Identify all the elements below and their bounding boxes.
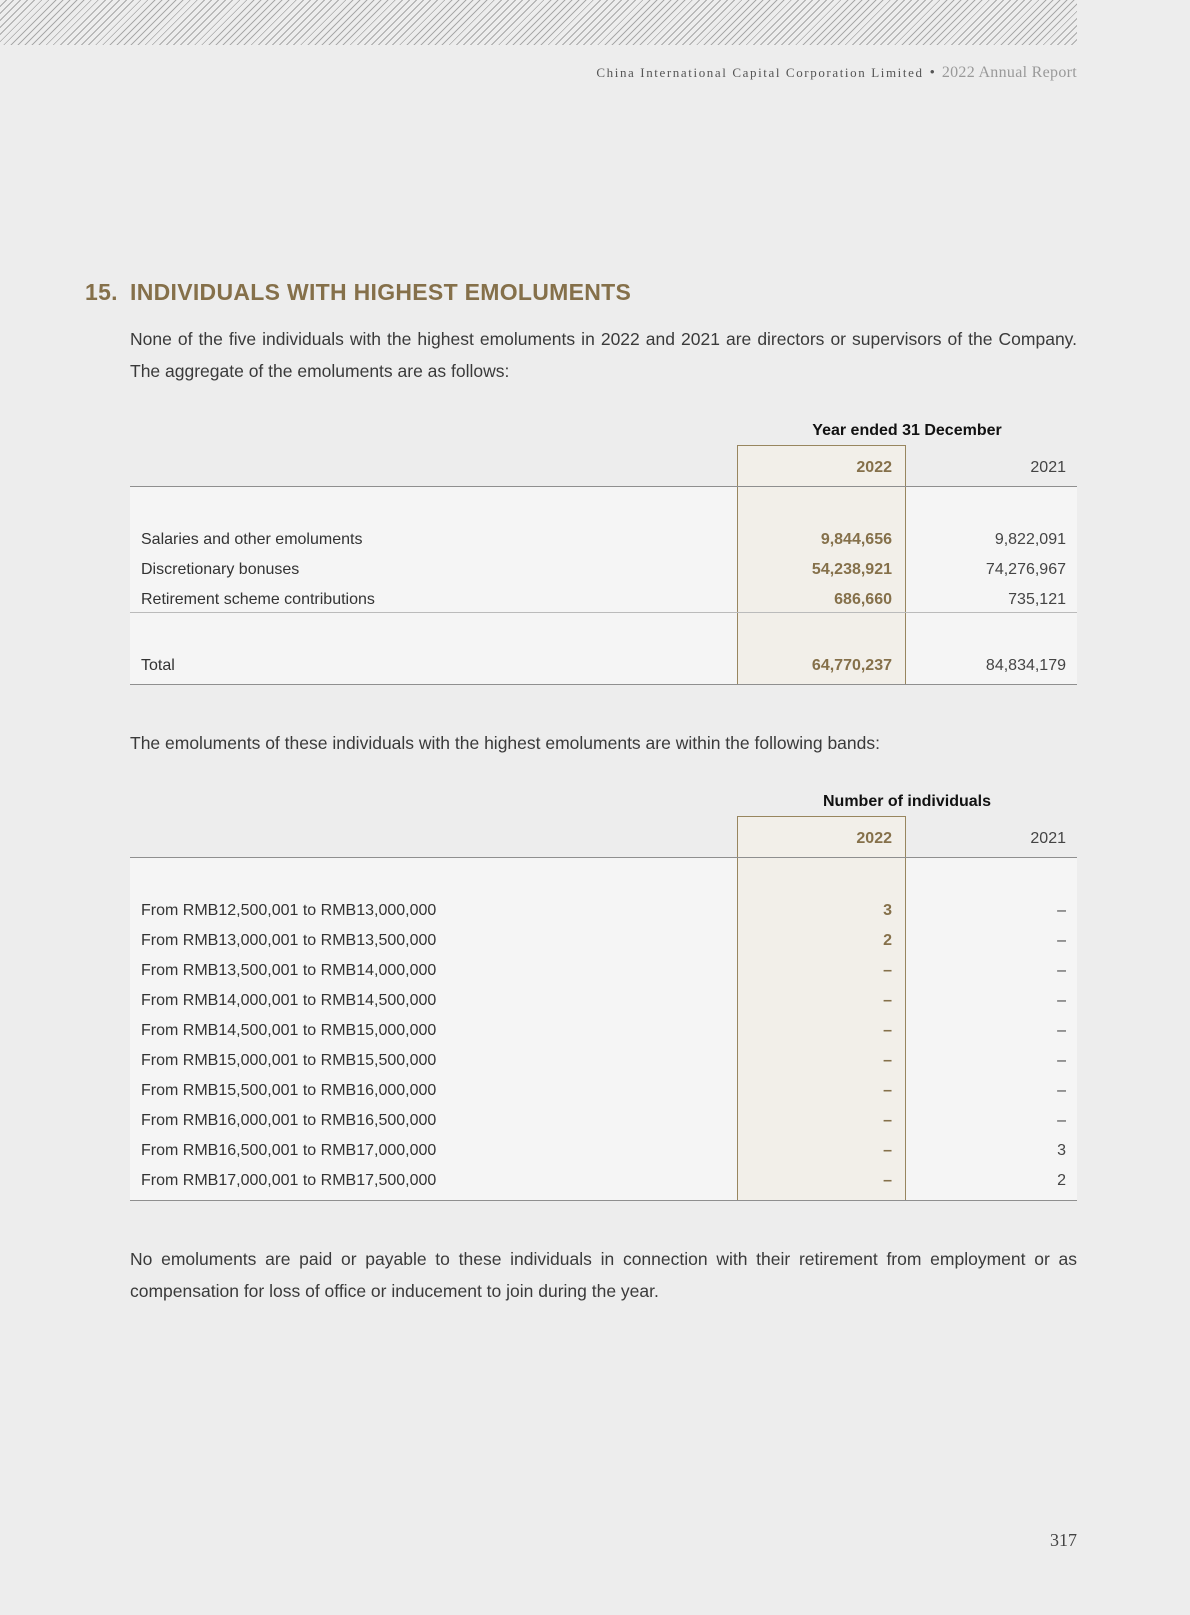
column-header-2021: 2021 (1030, 830, 1066, 847)
value-2021: – (1057, 932, 1066, 949)
value-2022: 54,238,921 (811, 561, 892, 578)
table-row (130, 1172, 1077, 1198)
table-caption: Year ended 31 December (812, 422, 1002, 439)
header-rule (130, 857, 1077, 858)
page-number: 317 (1050, 1530, 1077, 1550)
row-label: From RMB14,000,001 to RMB14,500,000 (141, 992, 437, 1009)
value-2022: 2 (883, 932, 892, 949)
bands-intro-paragraph: The emoluments of these individuals with the highest emoluments are within the following bands: (130, 733, 880, 753)
row-label: From RMB13,500,001 to RMB14,000,000 (141, 962, 437, 979)
value-2022: – (883, 1052, 892, 1069)
running-header (596, 64, 1077, 82)
bands-table (130, 793, 1077, 1201)
value-2021: 9,822,091 (994, 531, 1066, 548)
value-2022: – (883, 1142, 892, 1159)
emoluments-table (130, 422, 1077, 685)
row-label: Retirement scheme contributions (141, 591, 375, 608)
value-2022: – (883, 992, 892, 1009)
value-2021: 74,276,967 (985, 561, 1066, 578)
value-2021: – (1057, 992, 1066, 1009)
value-2021: – (1057, 1052, 1066, 1069)
column-header-2022: 2022 (856, 830, 892, 847)
table-row (130, 1022, 1077, 1048)
bottom-rule (130, 1200, 1077, 1201)
header-bullet: • (929, 65, 936, 81)
report-title: 2022 Annual Report (941, 64, 1077, 81)
table-row (130, 561, 1077, 587)
section-heading: INDIVIDUALS WITH HIGHEST EMOLUMENTS (130, 279, 632, 305)
row-label: From RMB15,000,001 to RMB15,500,000 (141, 1052, 437, 1069)
column-header-2022: 2022 (856, 459, 892, 476)
total-value-2022: 64,770,237 (811, 657, 892, 674)
value-2021: – (1057, 1082, 1066, 1099)
row-label: From RMB12,500,001 to RMB13,000,000 (141, 902, 437, 919)
value-2022: 9,844,656 (820, 531, 892, 548)
value-2022: 3 (883, 902, 892, 919)
company-name: China International Capital Corporation Limited (596, 65, 924, 80)
value-2021: – (1057, 1022, 1066, 1039)
bottom-rule (130, 684, 1077, 685)
total-value-2021: 84,834,179 (985, 657, 1066, 674)
table-row (130, 591, 1077, 617)
subtotal-rule (130, 612, 1077, 613)
row-label: From RMB15,500,001 to RMB16,000,000 (141, 1082, 437, 1099)
value-2022: 686,660 (834, 591, 892, 608)
value-2021: 2 (1057, 1172, 1066, 1189)
value-2022: – (883, 1022, 892, 1039)
value-2021: – (1057, 902, 1066, 919)
intro-paragraph: None of the five individuals with the highest emoluments in 2022 and 2021 are directors or supervisors of the Company. The aggregate of the emoluments are as follows: (130, 329, 1077, 381)
value-2021: 3 (1057, 1142, 1066, 1159)
decorative-hatch-band (0, 0, 1077, 45)
header-rule (130, 486, 1077, 487)
table-row (130, 992, 1077, 1018)
table-row (130, 1052, 1077, 1078)
value-2022: – (883, 962, 892, 979)
row-label: From RMB17,000,001 to RMB17,500,000 (141, 1172, 437, 1189)
column-header-2021: 2021 (1030, 459, 1066, 476)
row-label: From RMB16,500,001 to RMB17,000,000 (141, 1142, 437, 1159)
total-label: Total (141, 657, 175, 674)
row-label: From RMB13,000,001 to RMB13,500,000 (141, 932, 437, 949)
section-number: 15. (85, 279, 118, 305)
row-label: From RMB14,500,001 to RMB15,000,000 (141, 1022, 437, 1039)
table-caption: Number of individuals (822, 793, 991, 810)
table-row (130, 932, 1077, 958)
value-2022: – (883, 1082, 892, 1099)
total-row (130, 657, 1077, 683)
table-row (130, 1112, 1077, 1138)
row-label: Discretionary bonuses (141, 561, 300, 578)
table-row (130, 962, 1077, 988)
row-label: Salaries and other emoluments (141, 531, 363, 548)
table-row (130, 531, 1077, 557)
value-2022: – (883, 1172, 892, 1189)
closing-paragraph: No emoluments are paid or payable to these individuals in connection with their retirement from employment or as compensation for loss of office or inducement to join during the year. (130, 1249, 1077, 1301)
table-row (130, 1082, 1077, 1108)
table-row (130, 1142, 1077, 1168)
value-2021: 735,121 (1008, 591, 1066, 608)
value-2022: – (883, 1112, 892, 1129)
table-row (130, 902, 1077, 928)
row-label: From RMB16,000,001 to RMB16,500,000 (141, 1112, 437, 1129)
section-title (85, 279, 631, 306)
value-2021: – (1057, 962, 1066, 979)
value-2021: – (1057, 1112, 1066, 1129)
